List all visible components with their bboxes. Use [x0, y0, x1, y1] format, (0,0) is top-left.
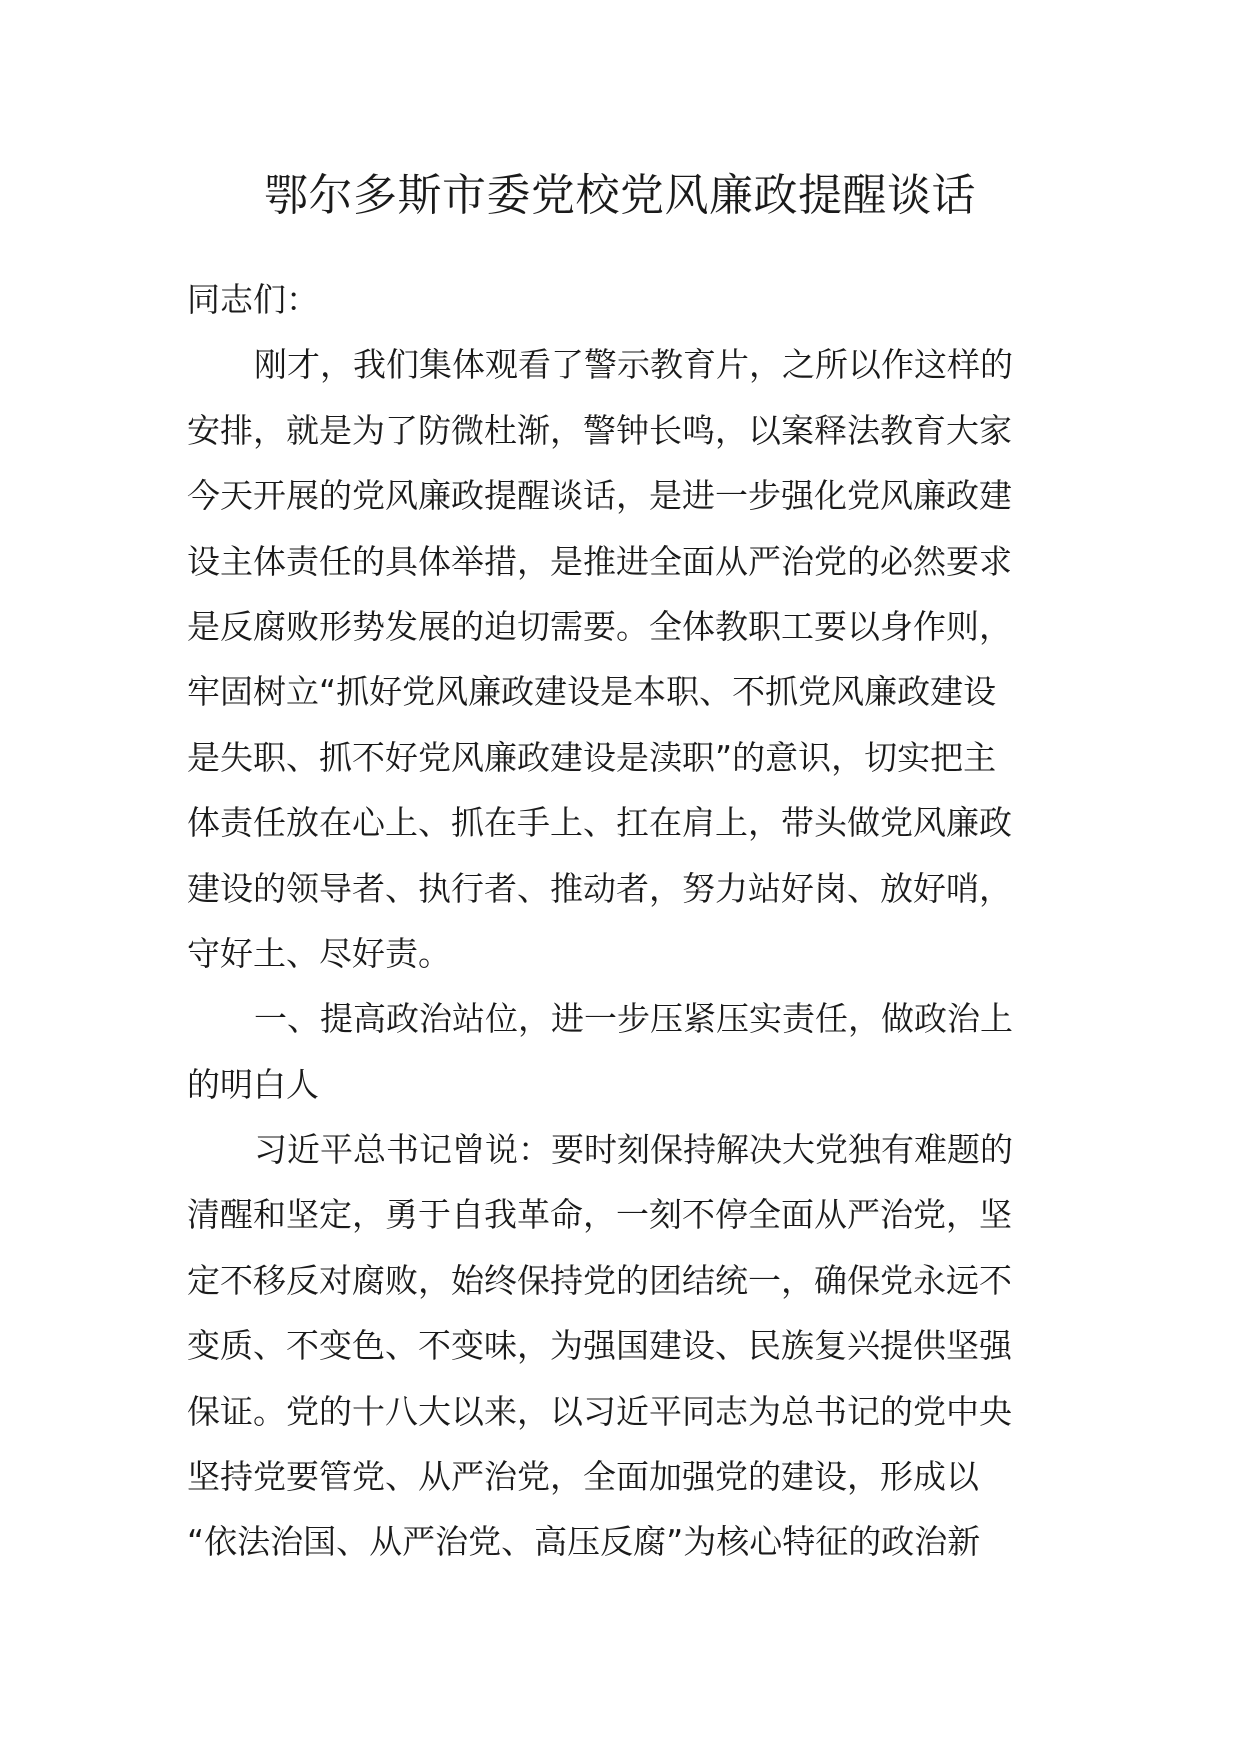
document-body: [187, 267, 1059, 1575]
text-line: 守好土、尽好责。: [187, 933, 451, 973]
text-line: 设主体责任的具体举措，是推进全面从严治党的必然要求: [187, 541, 1012, 581]
document-title: 鄂尔多斯市委党校党风廉政提醒谈话: [264, 170, 976, 221]
text-line: 是失职、抓不好党风廉政建设是渎职”的意识，切实把主: [187, 737, 997, 777]
text-line: 习近平总书记曾说：要时刻保持解决大党独有难题的: [254, 1130, 1013, 1170]
text-line: 坚持党要管党、从严治党，全面加强党的建设，形成以: [187, 1457, 979, 1497]
text-line: 是反腐败形势发展的迫切需要。全体教职工要以身作则，: [187, 606, 1012, 646]
text-line: 同志们：: [187, 280, 319, 319]
text-line: 牢固树立“抓好党风廉政建设是本职、不抓党风廉政建设: [187, 672, 997, 712]
text-line: 刚才，我们集体观看了警示教育片，之所以作这样的: [254, 345, 1013, 385]
text-line: 变质、不变色、不变味，为强国建设、民族复兴提供坚强: [187, 1326, 1012, 1366]
text-line: 安排，就是为了防微杜渐，警钟长鸣，以案释法教育大家: [187, 410, 1012, 450]
text-line: 清醒和坚定，勇于自我革命，一刻不停全面从严治党，坚: [187, 1195, 1012, 1235]
text-line: 保证。党的十八大以来，以习近平同志为总书记的党中央: [187, 1391, 1012, 1431]
text-line: “依法治国、从严治党、高压反腐”为核心特征的政治新: [187, 1522, 981, 1562]
text-line: 体责任放在心上、抓在手上、扛在肩上，带头做党风廉政: [187, 803, 1012, 843]
text-line: 的明白人: [187, 1064, 319, 1104]
text-line: 一、提高政治站位，进一步压紧压实责任，做政治上: [254, 999, 1013, 1039]
text-line: 建设的领导者、执行者、推动者，努力站好岗、放好哨，: [187, 868, 1012, 908]
text-line: 今天开展的党风廉政提醒谈话，是进一步强化党风廉政建: [187, 476, 1012, 516]
text-line: 定不移反对腐败，始终保持党的团结统一，确保党永远不: [187, 1260, 1012, 1300]
